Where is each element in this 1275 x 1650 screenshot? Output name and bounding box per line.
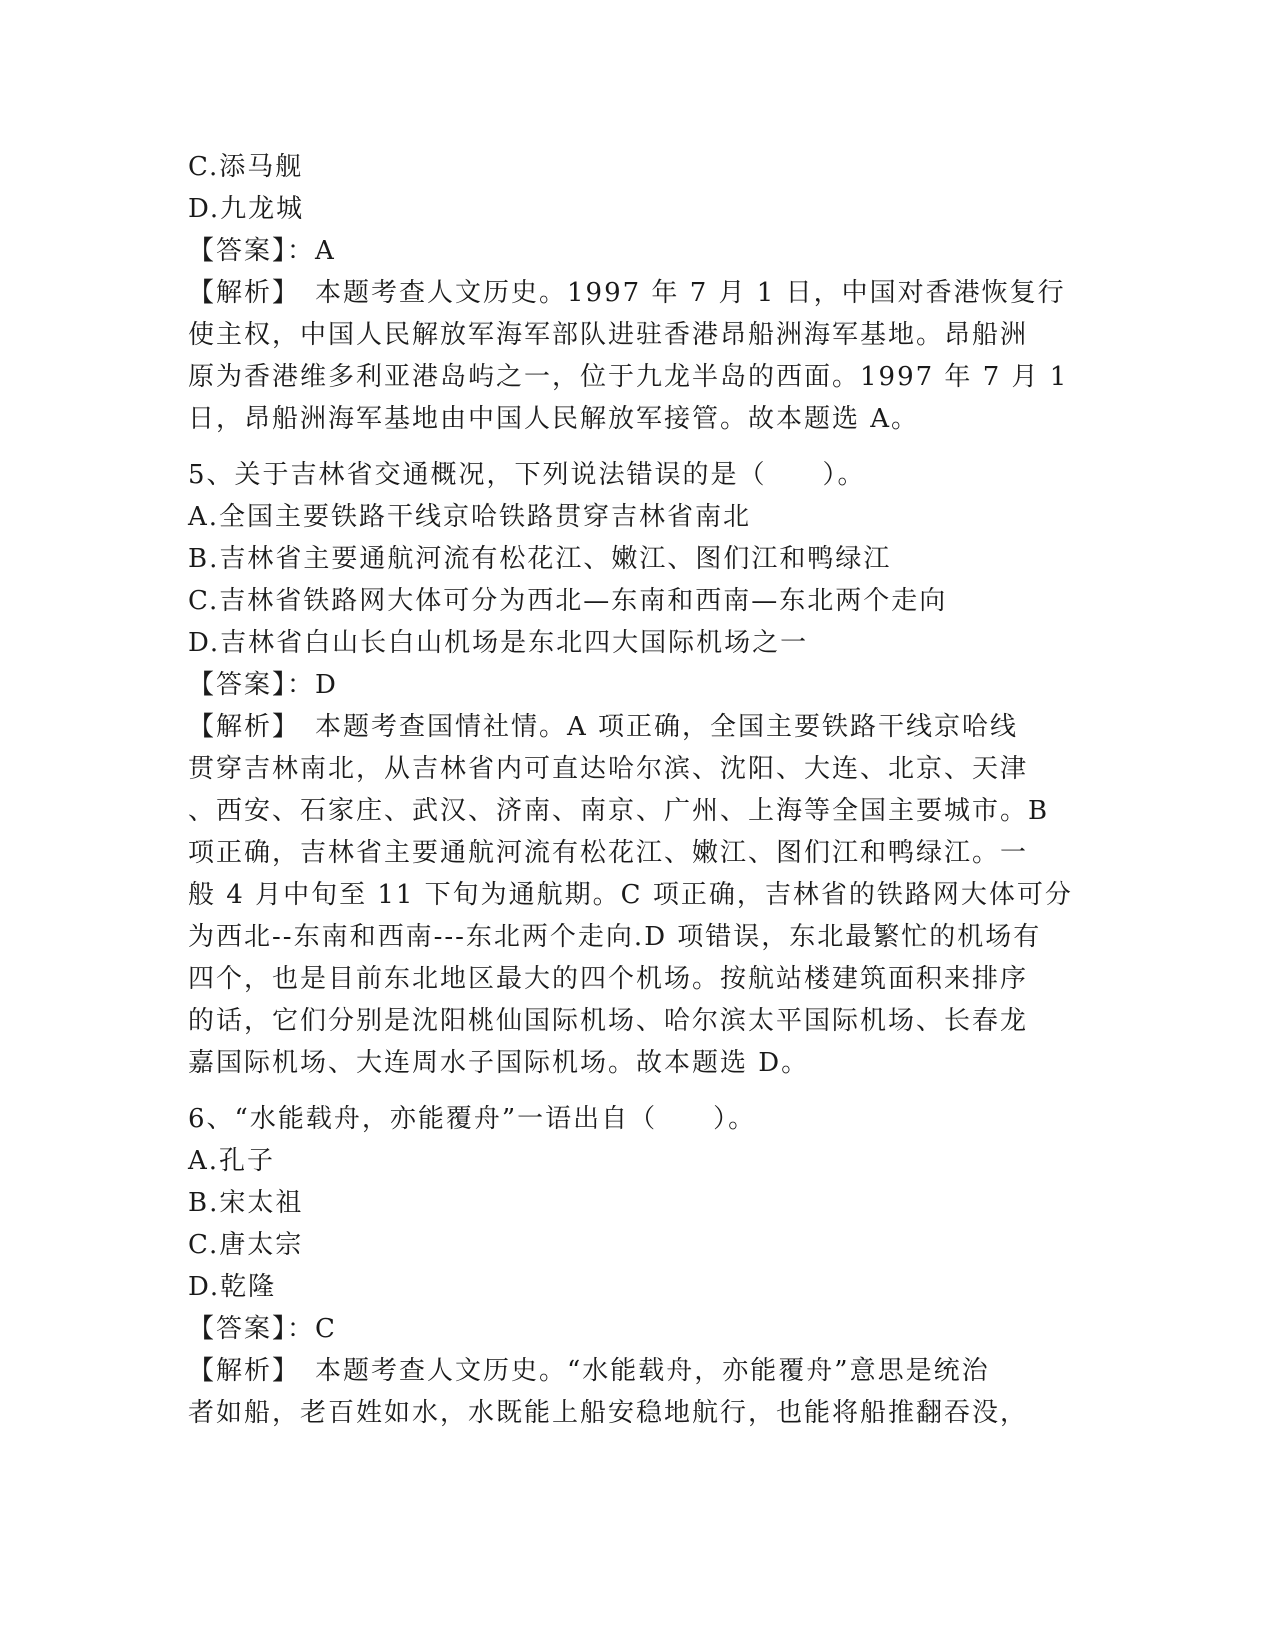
q5-option-c: C.吉林省铁路网大体可分为西北—东南和西南—东北两个走向	[188, 586, 948, 616]
q5-analysis-line: 四个，也是目前东北地区最大的四个机场。按航站楼建筑面积来排序	[188, 964, 1029, 994]
q5-analysis-line: 、西安、石家庄、武汉、济南、南京、广州、上海等全国主要城市。B	[188, 796, 1050, 826]
q6-answer: 【答案】：C	[188, 1314, 337, 1344]
q4-option-c: C.添马舰	[188, 152, 304, 182]
q4-analysis-line: 使主权，中国人民解放军海军部队进驻香港昂船洲海军基地。昂船洲	[188, 320, 1029, 350]
q5-analysis-line: 项正确，吉林省主要通航河流有松花江、嫩江、图们江和鸭绿江。一	[188, 838, 1029, 868]
q4-option-d: D.九龙城	[188, 194, 305, 224]
q5-answer: 【答案】：D	[188, 670, 338, 700]
q6-analysis	[188, 1350, 1088, 1434]
q5-analysis-line: 为西北--东南和西南---东北两个走向.D 项错误，东北最繁忙的机场有	[188, 922, 1042, 952]
q5-analysis-line: 般 4 月中旬至 11 下旬为通航期。C 项正确，吉林省的铁路网大体可分	[188, 880, 1073, 910]
q6-question: 6、“水能载舟，亦能覆舟”一语出自（ ）。	[188, 1104, 757, 1134]
q5-analysis-line: 的话，它们分别是沈阳桃仙国际机场、哈尔滨太平国际机场、长春龙	[188, 1006, 1029, 1036]
q6-option-d: D.乾隆	[188, 1272, 277, 1302]
q4-analysis-line: 【解析】 本题考查人文历史。1997 年 7 月 1 日，中国对香港恢复行	[188, 278, 1066, 308]
q6-option-b: B.宋太祖	[188, 1188, 304, 1218]
question-6	[188, 1098, 1088, 1434]
spacer	[188, 440, 1088, 454]
q4-analysis-line: 原为香港维多利亚港岛屿之一，位于九龙半岛的西面。1997 年 7 月 1	[188, 362, 1069, 392]
q5-question: 5、关于吉林省交通概况，下列说法错误的是（ ）。	[188, 460, 866, 490]
question-4-tail	[188, 146, 1088, 440]
q6-analysis-line: 者如船，老百姓如水，水既能上船安稳地航行，也能将船推翻吞没，	[188, 1398, 1029, 1428]
spacer	[188, 1084, 1088, 1098]
q5-analysis-line: 嘉国际机场、大连周水子国际机场。故本题选 D。	[188, 1048, 810, 1078]
question-5	[188, 454, 1088, 1084]
document-page	[188, 146, 1088, 1434]
q5-option-a: A.全国主要铁路干线京哈铁路贯穿吉林省南北	[188, 502, 752, 532]
q6-analysis-line: 【解析】 本题考查人文历史。“水能载舟，亦能覆舟”意思是统治	[188, 1356, 990, 1386]
q6-option-c: C.唐太宗	[188, 1230, 304, 1260]
q4-analysis-line: 日，昂船洲海军基地由中国人民解放军接管。故本题选 A。	[188, 404, 920, 434]
q5-analysis	[188, 706, 1088, 1084]
q4-answer: 【答案】：A	[188, 236, 336, 266]
q5-option-b: B.吉林省主要通航河流有松花江、嫩江、图们江和鸭绿江	[188, 544, 892, 574]
q4-analysis	[188, 272, 1088, 440]
q5-option-d: D.吉林省白山长白山机场是东北四大国际机场之一	[188, 628, 809, 658]
q5-analysis-line: 【解析】 本题考查国情社情。A 项正确，全国主要铁路干线京哈线	[188, 712, 1019, 742]
q6-option-a: A.孔子	[188, 1146, 276, 1176]
q5-analysis-line: 贯穿吉林南北，从吉林省内可直达哈尔滨、沈阳、大连、北京、天津	[188, 754, 1029, 784]
